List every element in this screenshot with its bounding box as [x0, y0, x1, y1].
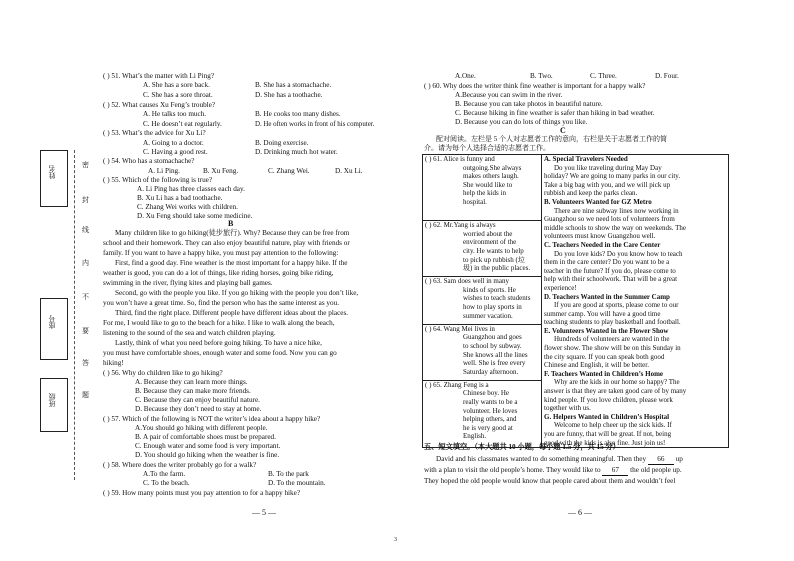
- class-label: 班级: [49, 393, 56, 407]
- passage-line: swimming in the river, flying kites and playing ball games.: [103, 279, 273, 287]
- q54-stem: ( ) 54. Who has a stomachache?: [103, 157, 195, 165]
- number-box: [40, 298, 68, 360]
- instruction-line: 介。请为每个人选择合适的志愿者工作。: [424, 144, 550, 152]
- seal-char: 内: [82, 260, 89, 267]
- seal-char: 封: [82, 197, 89, 204]
- person-65: ( ) 65. Zhang Feng is a Chinese boy. He really wants to be a volunteer. He loves helping others, and he is very good at English.: [423, 380, 542, 447]
- passage-line: listening to the sound of the sea and watch children playing.: [103, 329, 276, 337]
- q52-option-c: C. He doesn’t eat regularly.: [143, 120, 222, 128]
- q60-option-c: C. Because hiking in fine weather is safer than hiking in bad weather.: [455, 109, 655, 117]
- passage-line: you must have comfortable shoes, enough water and some food. Now you can go: [103, 349, 337, 357]
- q56-option-b: B. Because they can make more friends.: [135, 387, 251, 395]
- q58-option-a: A.To the farm.: [143, 470, 186, 478]
- passage-line: hiking!: [103, 359, 124, 367]
- q57-option-b: B. A pair of comfortable shoes must be prepared.: [135, 433, 276, 441]
- q53-option-a: A. Going to a doctor.: [143, 139, 204, 147]
- sheet-number: 3: [394, 537, 397, 543]
- seal-char: 要: [82, 328, 89, 335]
- passage-line: Many children like to go hiking(徒步旅行). Why? Because they can be free from: [115, 229, 350, 237]
- q58-option-d: D. To the mountain.: [268, 479, 326, 487]
- seal-char: 答: [82, 360, 89, 367]
- job-heading: G. Helpers Wanted in Children’s Hospital: [544, 412, 670, 421]
- name-label: 姓名: [49, 165, 56, 179]
- person-64: ( ) 64. Wang Mei lives in Guangzhou and goes to school by subway. She knows all the lines well. She is free every Saturday afternoon.: [423, 324, 542, 380]
- q60-option-b: B. Because you can take photos in beautiful nature.: [455, 100, 603, 108]
- q55-option-d: D. Xu Feng should take some medicine.: [137, 212, 253, 220]
- q52-stem: ( ) 52. What causes Xu Feng’s trouble?: [103, 101, 216, 109]
- q56-option-c: C. Because they can enjoy beautiful nature.: [135, 396, 260, 404]
- q58-option-b: B. To the park: [268, 470, 309, 478]
- q57-option-d: D. You should go hiking when the weather is fine.: [135, 451, 280, 459]
- blank-67[interactable]: 67: [602, 466, 628, 476]
- q54-option-c: C. Zhang Wei.: [268, 167, 310, 175]
- section-b-heading: B: [228, 219, 234, 228]
- q54-option-b: B. Xu Feng.: [203, 167, 239, 175]
- job-heading: E. Volunteers Wanted in the Flower Show: [544, 326, 669, 335]
- passage-line: you won’t have a great time. So, find the person who has the same interest as you.: [103, 299, 340, 307]
- passage-line: school and their homework. They can also enjoy beautiful nature, play with friends or: [103, 239, 350, 247]
- q60-option-a: A.Because you can swim in the river.: [455, 91, 563, 99]
- cloze-line-3: They hoped the old people would know that people cared about them and wouldn’t feel: [424, 477, 676, 485]
- instruction-line: 配对阅读。左栏是 5 个人对志愿者工作的意向，右栏是关于志愿者工作的简: [436, 135, 667, 143]
- q57-option-a: A.You should go hiking with different people.: [135, 424, 268, 432]
- passage-line: weather is good, you can do a lot of things, like riding horses, going bike riding,: [103, 269, 334, 277]
- class-box: [40, 378, 68, 432]
- q53-stem: ( ) 53. What’s the advice for Xu Li?: [103, 129, 206, 137]
- q59-option-c: C. Three.: [590, 72, 617, 80]
- q52-option-a: A. He talks too much.: [143, 110, 207, 118]
- q56-stem: ( ) 56. Why do children like to go hiking?: [103, 369, 223, 377]
- q59-option-a: A.One.: [455, 72, 476, 80]
- volunteer-jobs: A. Special Travelers Needed Do you like traveling during May Day holiday? We are going to many parks in our city. Take a big bag with you, and we will pick up rubbish and keep the parks clean. B. Volunteers Wanted for GZ Metro There are nine subway lines now working in Guangzhou so we need lots of volunteers from middle schools to show the way on weekends. The volunteers must know Guangzhou well. C. Teachers Needed in the Care Center Do you love kids? Do you know how to teach them in the care center? Do you want to be a teacher in the future? If you do, please come to help with their schoolwork. That will be a great experience! D. Teachers Wanted in the Summer Camp If you are good at sports, please come to our summer camp. You will have a good time teaching students to play basketball and football. E. Volunteers Wanted in the Flower Show Hundreds of volunteers are wanted in the flower show. The show will be on this Sunday in the city square. If you can speak both good Chinese and English, it will be better. F. Teachers Wanted in Children’s Home Why are the kids in our home so happy? The answer is that they are taken good care of by many kind people. If you love children, please work together with us. G. Helpers Wanted in Children’s Hospital Welcome to help cheer up the sick kids. If you are funny, that will be great. If not, being good with the kids is also fine. Just join us!: [542, 155, 729, 448]
- q55-stem: ( ) 55. Which of the following is true?: [103, 176, 213, 184]
- q58-stem: ( ) 58. Where does the writer probably go for a walk?: [103, 461, 257, 469]
- seal-char: 线: [82, 227, 89, 234]
- q55-option-c: C. Zhang Wei works with children.: [137, 203, 238, 211]
- section-5-title: 五、短文填空。（本大题共 10 小题，每小题 1.5 分，共 15 分）: [424, 443, 620, 451]
- matching-table: [422, 154, 729, 448]
- seal-char: 密: [82, 162, 89, 169]
- q53-option-c: C. Having a good rest.: [143, 148, 208, 156]
- q51-option-b: B. She has a stomachache.: [255, 81, 332, 89]
- name-box: [40, 150, 68, 207]
- passage-line: Second, go with the people you like. If you go hiking with the people you don’t like,: [115, 289, 359, 297]
- job-heading: B. Volunteers Wanted for GZ Metro: [544, 197, 652, 206]
- cloze-line-2: with a plan to visit the old people’s home. They would like to 67 the old people up.: [424, 466, 682, 474]
- q52-option-b: B. He cooks too many dishes.: [255, 110, 341, 118]
- passage-line: First, find a good day. Fine weather is the most important for a happy hike. If the: [115, 259, 348, 267]
- q51-stem: ( ) 51. What’s the matter with Li Ping?: [103, 72, 215, 80]
- q56-option-a: A. Because they can learn more things.: [135, 378, 248, 386]
- job-heading: D. Teachers Wanted in the Summer Camp: [544, 292, 670, 301]
- passage-line: family. If you want to have a happy hike, you must pay attention to the following:: [103, 249, 339, 257]
- cloze-line-1: David and his classmates wanted to do something meaningful. Then they 66 up: [436, 455, 683, 463]
- passage-line: For me, I would like to go to the beach for a hike. I like to walk along the beach,: [103, 319, 335, 327]
- page-number-left: — 5 —: [252, 508, 276, 517]
- q59-option-b: B. Two.: [530, 72, 553, 80]
- number-label: 座号: [49, 315, 56, 329]
- q53-option-d: D. Drinking much hot water.: [255, 148, 338, 156]
- q57-stem: ( ) 57. Which of the following is NOT the writer’s idea about a happy hike?: [103, 415, 321, 423]
- job-heading: C. Teachers Needed in the Care Center: [544, 240, 661, 249]
- q51-option-d: D. She has a toothache.: [255, 91, 323, 99]
- seal-char: 不: [82, 294, 89, 301]
- q56-option-d: D. Because they don’t need to stay at home.: [135, 405, 262, 413]
- job-heading: A. Special Travelers Needed: [544, 155, 628, 163]
- passage-line: Third, find the right place. Different people have different ideas about the places.: [115, 309, 349, 317]
- person-63: ( ) 63. Sam does well in many kinds of sports. He wishes to teach students how to play sports in summer vacation.: [423, 277, 542, 325]
- q60-stem: ( ) 60. Why does the writer think fine weather is important for a happy walk?: [424, 82, 646, 90]
- person-62: ( ) 62. Mr.Yang is always worried about the environment of the city. He wants to help to pick up rubbish (垃 圾) in the public places.: [423, 221, 542, 277]
- page-number-right: — 6 —: [568, 508, 592, 517]
- q60-option-d: D. Because you can do lots of things you like.: [455, 118, 588, 126]
- job-heading: F. Teachers Wanted in Children’s Home: [544, 369, 664, 378]
- q51-option-a: A. She has a sore back.: [143, 81, 210, 89]
- q57-option-c: C. Enough water and some food is very important.: [135, 442, 281, 450]
- q51-option-c: C. She has a sore throat.: [143, 91, 213, 99]
- q54-option-a: A. Li Ping.: [148, 167, 180, 175]
- seal-line: [74, 150, 75, 480]
- q59-stem: ( ) 59. How many points must you pay attention to for a happy hike?: [103, 489, 301, 497]
- q54-option-d: D. Xu Li.: [335, 167, 363, 175]
- q55-option-b: B. Xu Li has a bad toothache.: [137, 194, 223, 202]
- seal-char: 题: [82, 392, 89, 399]
- q52-option-d: D. He often works in front of his computer.: [255, 121, 375, 128]
- q59-option-d: D. Four.: [655, 72, 679, 80]
- passage-line: Lastly, think of what you need before going hiking. To have a nice hike,: [115, 339, 322, 347]
- q53-option-b: B. Doing exercise.: [255, 139, 309, 147]
- blank-66[interactable]: 66: [648, 455, 674, 465]
- person-61: ( ) 61. Alice is funny and outgoing.She always makes others laugh. She would like to help the kids in hospital.: [423, 155, 542, 221]
- q58-option-c: C. To the beach.: [143, 479, 190, 487]
- section-c-heading: C: [560, 126, 566, 135]
- q55-option-a: A. Li Ping has three classes each day.: [137, 185, 245, 193]
